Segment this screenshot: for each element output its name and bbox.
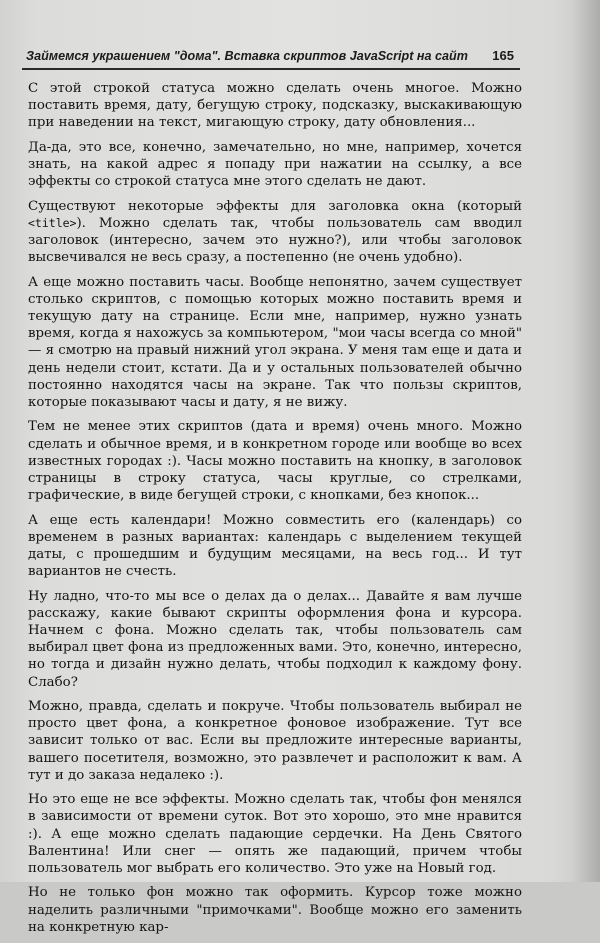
page-edge-shadow [572,0,600,882]
body-text [28,80,522,943]
paragraph: Но это еще не все эффекты. Можно сделать так, чтобы фон менялся в зависимости от времени суток. Вот это хорошо, это мне нравится :). А еще можно сделать падающие сердечки. На День Святого Валентина! Или снег — опять же падающий, причем чтобы пользователь мог выбрать его количество. Это уже на Новый год. [28,792,522,877]
paragraph: Ну ладно, что-то мы все о делах да о делах... Давайте я вам лучше расскажу, какие бывают скрипты оформления фона и курсора. Начнем с фона. Можно сделать так, чтобы пользователь сам выбирал цвет фона из предложенных вами. Это, конечно, интересно, но тогда и дизайн нужно делать, чтобы подходил к каждому фону. Слабо? [28,588,522,690]
paragraph [28,198,522,267]
paragraph: А еще можно поставить часы. Вообще непонятно, зачем существует столько скриптов, с помощью которых можно поставить время и текущую дату на странице. Если мне, например, нужно узнать время, когда я нахожусь за компьютером, "мои часы всегда со мной" — я смотрю на правый нижний угол экрана. У меня там еще и дата и день недели стоит, кстати. Да и у остальных пользователей обычно постоянно находятся часы на экране. Так что пользы скриптов, которые показывают часы и дату, я не вижу. [28,274,522,411]
paragraph: С этой строкой статуса можно сделать очень многое. Можно поставить время, дату, бегущую строку, подсказку, выскакивающую при наведении на текст, мигающую строку, дату обновления... [28,81,522,131]
header-title: Займемся украшением "дома". Вставка скриптов JavaScript на сайт [26,49,468,63]
text-run: Существуют некоторые эффекты для заголовка окна (который [28,198,522,214]
running-header [22,44,520,70]
page-number: 165 [492,48,514,63]
paragraph: Да-да, это все, конечно, замечательно, но мне, например, хочется знать, на какой адрес я попаду при нажатии на ссылку, а все эффекты со строкой статуса мне этого сделать не дают. [28,139,522,190]
inline-code: <title> [28,215,77,230]
paragraph: Тем не менее этих скриптов (дата и время) очень много. Можно сделать и обычное время, и в конкретном городе или вообще во всех известных городах :). Часы можно поставить на кнопку, в заголовок страницы в строку статуса, часы круглые, со стрелками, графические, в виде бегущей строки, с кнопками, без кнопок... [28,419,522,504]
paragraph: А еще есть календари! Можно совместить его (календарь) со временем в разных вариантах: календарь с выделением текущей даты, с прошедшим и будущим месяцами, на весь год... И тут вариантов не счесть. [28,512,522,580]
text-run: ). Можно сделать так, чтобы пользователь сам вводил заголовок (интересно, зачем это нужно?), или чтобы заголовок высвечивался не весь сразу, а постепенно (не очень удобно). [28,215,522,266]
paragraph: Можно, правда, сделать и покруче. Чтобы пользователь выбирал не просто цвет фона, а конкретное фоновое изображение. Тут все зависит только от вас. Если вы предложите интересные варианты, вашего посетителя, возможно, это развлечет и расположит к вам. А тут и до заказа недалеко :). [28,699,522,783]
paragraph: Но не только фон можно так оформить. Курсор тоже можно наделить различными "примочками". Вообще можно его заменить на конкретную кар- [28,885,522,935]
